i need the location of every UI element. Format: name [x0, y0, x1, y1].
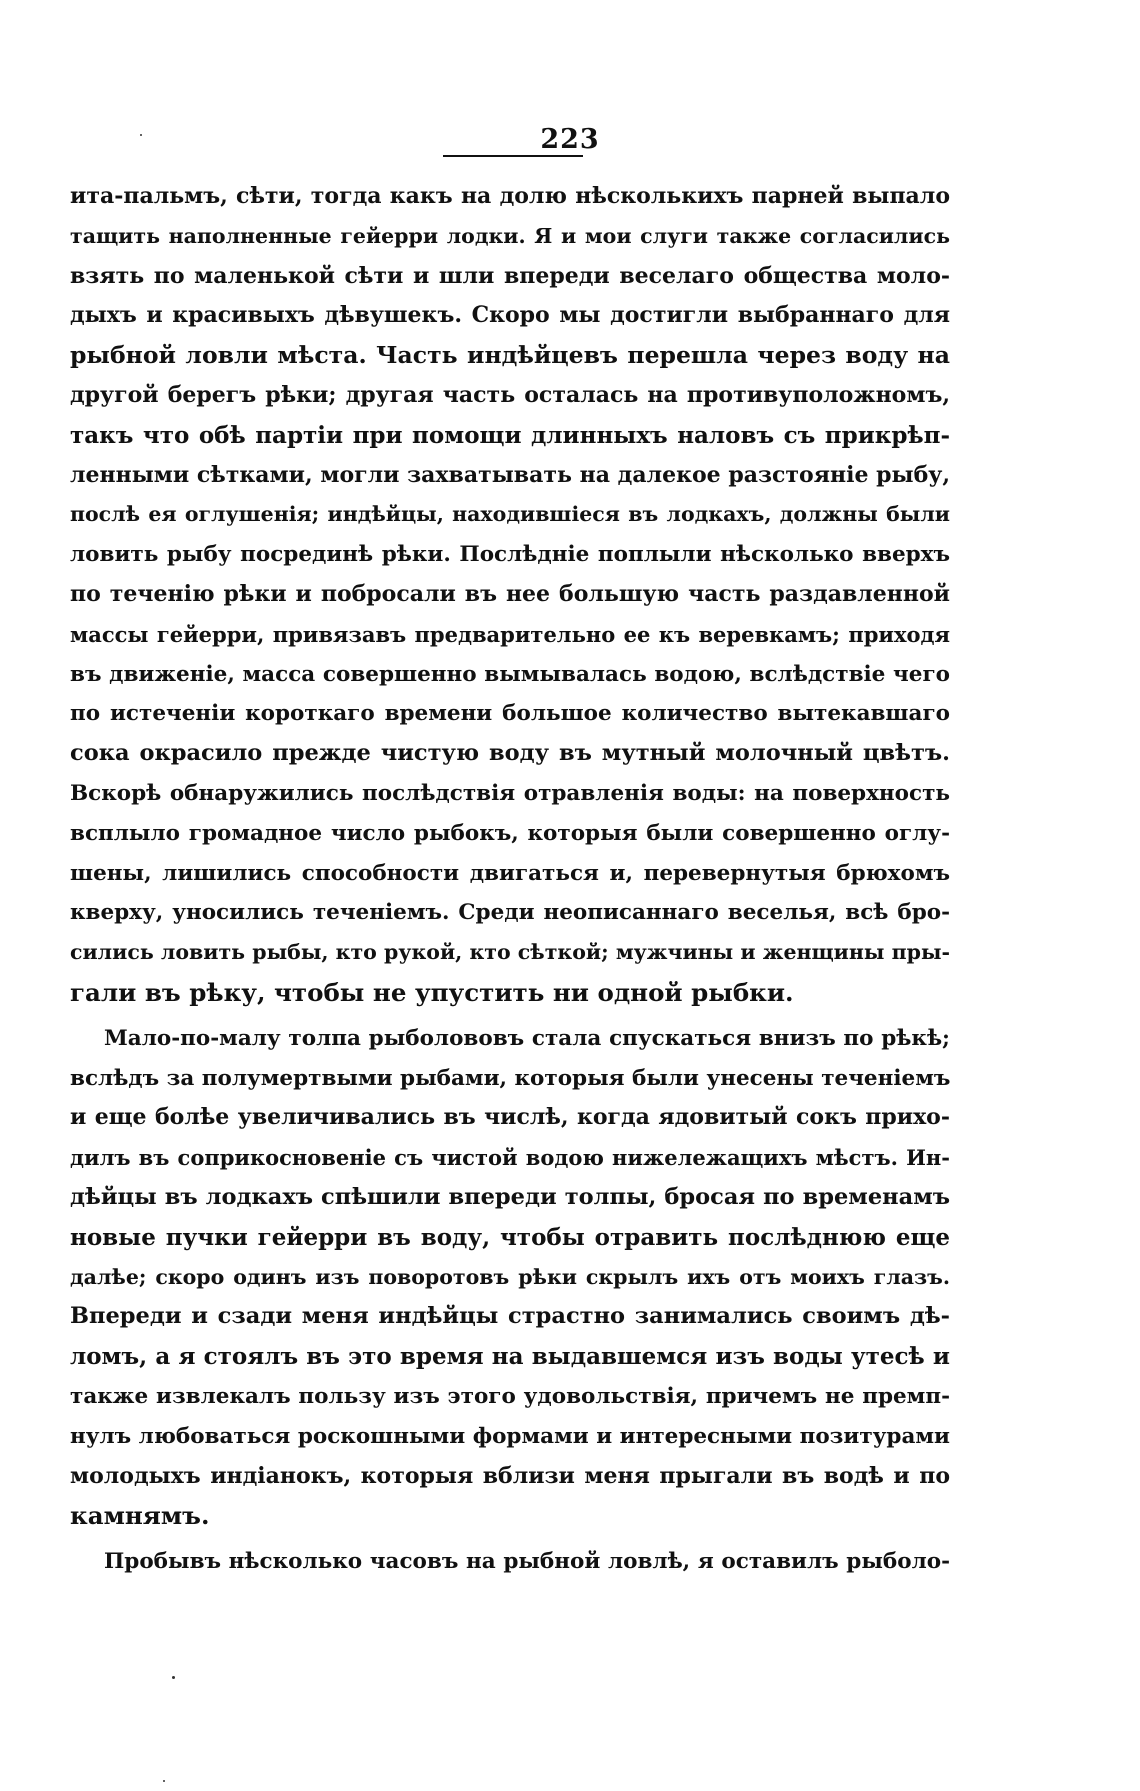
- paragraph-3: [70, 1542, 950, 1582]
- text-line: сока окрасило прежде чистую воду въ мутный молочный цвѣтъ.: [70, 740, 950, 767]
- text-line: взять по маленькой сѣти и шли впереди веселаго общества моло-: [70, 262, 950, 289]
- paragraph-2: [70, 1019, 950, 1536]
- text-line: шены, лишились способности двигаться и, перевернутыя брюхомъ: [70, 860, 950, 886]
- text-line: ломъ, а я стоялъ въ это время на выдавшемся изъ воды утесѣ и: [70, 1343, 950, 1371]
- scan-speck: [172, 1676, 175, 1679]
- text-line: массы гейерри, привязавъ предварительно ее къ веревкамъ; приходя: [70, 621, 950, 647]
- scan-speck: [140, 134, 142, 136]
- text-line: ита-пальмъ, сѣти, тогда какъ на долю нѣсколькихъ парней выпало: [70, 183, 950, 209]
- text-line: ловить рыбу посрединѣ рѣки. Послѣдніе поплыли нѣсколько вверхъ: [70, 542, 950, 568]
- paragraph-1: [70, 177, 950, 1013]
- text-line: въ движеніе, масса совершенно вымывалась водою, вслѣдствіе чего: [70, 661, 950, 687]
- text-line: всплыло громадное число рыбокъ, которыя были совершенно оглу-: [70, 820, 950, 846]
- text-line: Впереди и сзади меня индѣйцы страстно занимались своимъ дѣ-: [70, 1303, 950, 1330]
- text-line: также извлекалъ пользу изъ этого удовольствія, причемъ не премп-: [70, 1383, 950, 1409]
- text-line: далѣе; скоро одинъ изъ поворотовъ рѣки скрылъ ихъ отъ моихъ глазъ.: [70, 1264, 950, 1289]
- text-line: такъ что обѣ партіи при помощи длинныхъ наловъ съ прикрѣп-: [70, 421, 950, 449]
- text-line: Пробывъ нѣсколько часовъ на рыбной ловлѣ, я оставилъ рыболо-: [104, 1549, 950, 1575]
- text-line: дыхъ и красивыхъ дѣвушекъ. Скоро мы достигли выбраннаго для: [70, 302, 950, 329]
- text-line: молодыхъ индіанокъ, которыя вблизи меня прыгали въ водѣ и по: [70, 1462, 950, 1489]
- text-line: по теченію рѣки и побросали въ нее большую часть раздавленной: [70, 580, 950, 607]
- text-line: камнямъ.: [70, 1501, 210, 1531]
- page-number: 223: [540, 124, 600, 155]
- body-text: [70, 177, 950, 1582]
- text-line: тащить наполненные гейерри лодки. Я и мои слуги также согласились: [70, 223, 950, 248]
- text-line: Мало-по-малу толпа рыболововъ стала спускаться внизъ по рѣкѣ;: [104, 1025, 950, 1051]
- text-line: сились ловить рыбы, кто рукой, кто сѣткой; мужчины и женщины пры-: [70, 940, 950, 965]
- page-number-rule: [443, 155, 583, 157]
- text-line: дѣйцы въ лодкахъ спѣшили впереди толпы, бросая по временамъ: [70, 1183, 950, 1210]
- text-line: гали въ рѣку, чтобы не упустить ни одной рыбки.: [70, 977, 794, 1007]
- text-line: новые пучки гейерри въ воду, чтобы отравить послѣднюю еще: [70, 1223, 950, 1251]
- text-line: кверху, уносились теченіемъ. Среди неописаннаго веселья, всѣ бро-: [70, 900, 950, 926]
- text-line: другой берегъ рѣки; другая часть осталась на противуположномъ,: [70, 381, 950, 408]
- scan-speck: [163, 1780, 165, 1782]
- text-line: ленными сѣтками, могли захватывать на далекое разстояніе рыбу,: [70, 461, 950, 488]
- text-line: дилъ въ соприкосновеніе съ чистой водою нижележащихъ мѣстъ. Ин-: [70, 1145, 950, 1171]
- text-line: Вскорѣ обнаружились послѣдствія отравленія воды: на поверхность: [70, 780, 950, 806]
- text-line: вслѣдъ за полумертвыми рыбами, которыя были унесены теченіемъ: [70, 1065, 950, 1091]
- text-line: и еще болѣе увеличивались въ числѣ, когда ядовитый сокъ прихо-: [70, 1104, 950, 1131]
- text-line: нулъ любоваться роскошными формами и интересными позитурами: [70, 1423, 950, 1449]
- text-line: послѣ ея оглушенія; индѣйцы, находившіеся въ лодкахъ, должны были: [70, 502, 950, 527]
- text-line: рыбной ловли мѣста. Часть индѣйцевъ перешла через воду на: [70, 341, 950, 370]
- text-line: по истеченіи короткаго времени большое количество вытекавшаго: [70, 701, 950, 727]
